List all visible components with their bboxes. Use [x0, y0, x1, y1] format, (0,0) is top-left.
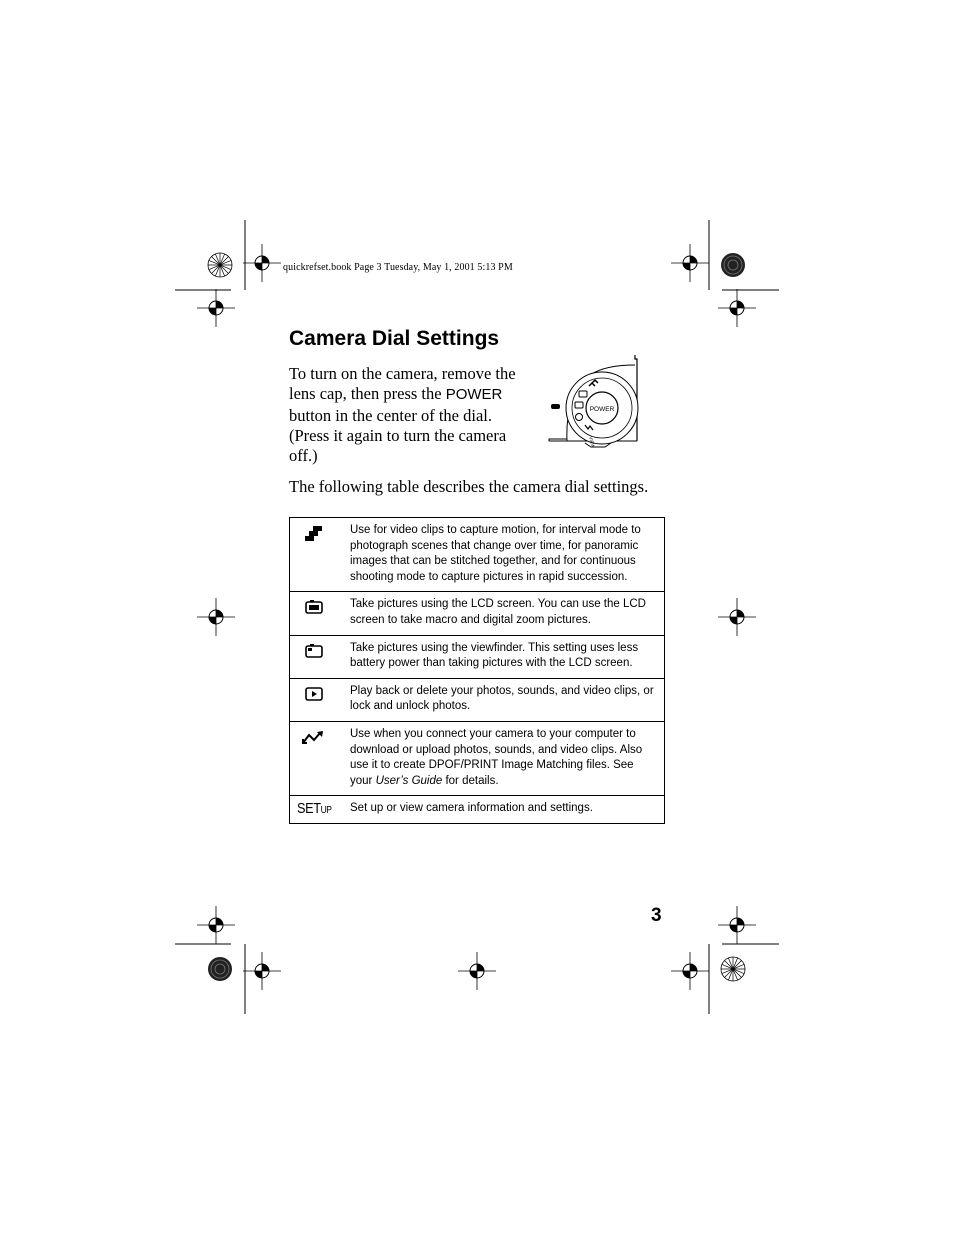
table-row: [290, 635, 665, 678]
table-row: [290, 678, 665, 721]
intro-text-1: To turn on the camera, remove the lens cap, then press the: [289, 364, 516, 404]
row-description: Set up or view camera information and settings.: [338, 796, 665, 824]
page-number: 3: [651, 905, 662, 926]
row-text-after: for details.: [442, 774, 499, 787]
dial-view-label: VIEW: [588, 435, 596, 449]
playback-icon: [304, 686, 324, 707]
row-description: [338, 721, 665, 795]
icon-cell: [290, 678, 339, 721]
row-description: Take pictures using the viewfinder. This setting uses less battery power than taking pictures with the LCD screen.: [338, 635, 665, 678]
icon-cell: [290, 518, 339, 592]
users-guide-title: User’s Guide: [375, 774, 443, 787]
setup-icon-main: SET: [296, 800, 321, 818]
icon-cell: [290, 635, 339, 678]
viewfinder-camera-icon: [304, 643, 324, 664]
intro-text-2: button in the center of the dial. (Press it again to turn the camera off.): [289, 405, 507, 466]
continuous-mode-icon: [304, 525, 324, 548]
table-row: [290, 796, 665, 824]
setup-icon-small: UP: [320, 805, 332, 817]
icon-cell: [290, 796, 339, 824]
camera-dial-illustration: [545, 355, 641, 451]
row-description: Play back or delete your photos, sounds, and video clips, or lock and unlock photos.: [338, 678, 665, 721]
pc-connect-icon: [301, 729, 327, 750]
setup-icon: [297, 800, 332, 817]
dial-power-label: POWER: [589, 406, 615, 413]
table-row: [290, 721, 665, 795]
row-description: Use for video clips to capture motion, for interval mode to photograph scenes that change over time, for panoramic images that can be stitched together, and for continuous shooting mode to capture pictures in rapid succession.: [338, 518, 665, 592]
intro-paragraph: [289, 364, 534, 466]
print-slug: quickrefset.book Page 3 Tuesday, May 1, 2001 5:13 PM: [283, 262, 513, 273]
dial-settings-table: [289, 517, 665, 824]
power-keyword: POWER: [445, 386, 503, 404]
table-row: [290, 518, 665, 592]
lead-sentence: The following table describes the camera dial settings.: [289, 477, 649, 496]
lcd-camera-icon: [304, 599, 324, 620]
row-description: Take pictures using the LCD screen. You can use the LCD screen to take macro and digital zoom pictures.: [338, 592, 665, 635]
icon-cell: [290, 721, 339, 795]
icon-cell: [290, 592, 339, 635]
row-text-before: Use when you connect your camera to your computer to download or upload photos, sounds, and video clips. Also use it to create DPOF/PRINT Image Matching files. See your: [350, 727, 643, 787]
table-row: [290, 592, 665, 635]
page-title: Camera Dial Settings: [289, 327, 500, 350]
